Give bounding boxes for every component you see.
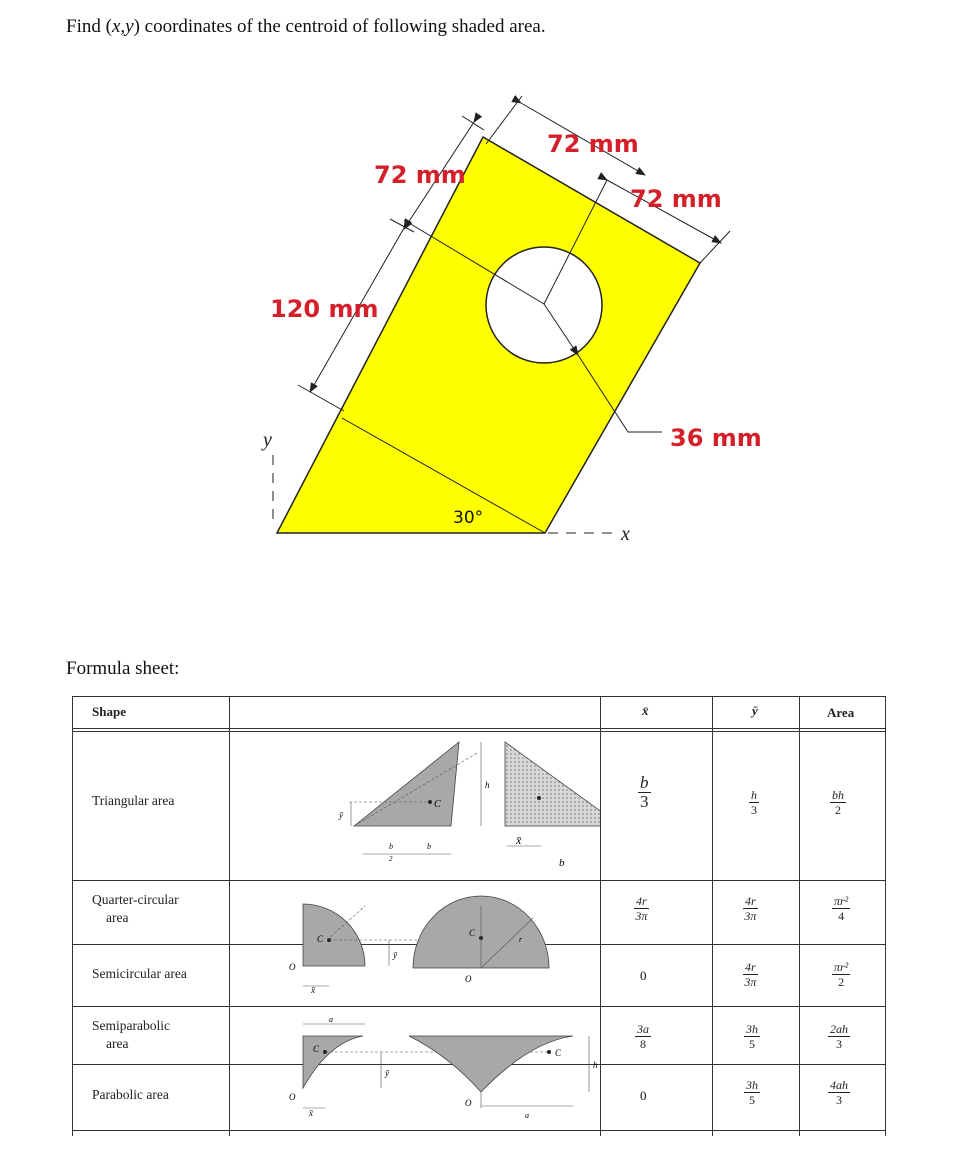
- sp-area-formula: $\frac{2ah}{3}$: [830, 1022, 848, 1051]
- tri-label-h: h: [485, 780, 490, 790]
- p-label-o: O: [465, 1098, 472, 1108]
- shape-sketches: [229, 696, 600, 1136]
- ext-height-bottom: [298, 385, 344, 411]
- sp-label-a: a: [329, 1015, 333, 1024]
- label-x-axis: x: [621, 523, 630, 545]
- shape-parabolic: Parabolic area: [92, 1087, 169, 1102]
- qc-label-xbar: x̄: [311, 985, 315, 995]
- tri-area-formula: $\frac{bh}{2}$: [832, 788, 844, 817]
- semiparabola-sketch: [289, 1015, 549, 1118]
- p-xbar-formula: 0: [640, 1088, 647, 1103]
- header-ybar: ȳ: [752, 703, 758, 718]
- label-height: 120 mm: [270, 295, 379, 323]
- sc-label-c: C: [469, 928, 476, 938]
- tri-label-2: 2: [389, 855, 393, 863]
- header-area: Area: [827, 705, 855, 720]
- label-top-width: 72 mm: [547, 130, 639, 158]
- qc-label-r: r: [519, 935, 523, 944]
- qc-label-o: O: [289, 962, 296, 972]
- sc-ybar-formula: $\frac{4r}{3\pi}$: [744, 960, 757, 989]
- semiparabola-shape: [303, 1036, 363, 1088]
- qc-ybar-formula: $\frac{4r}{3\pi}$: [744, 894, 757, 923]
- shape-semiparabolic-l1: Semiparabolic: [92, 1018, 170, 1033]
- tri-label-b2b: b: [427, 842, 431, 851]
- tri-xbar-formula: $\frac{b}{3}$: [640, 773, 649, 811]
- triangle-shape-2: [505, 742, 600, 826]
- tri-label-c: C: [434, 799, 441, 810]
- sp-ybar-formula: $\frac{3h}{5}$: [746, 1022, 758, 1051]
- sc-area-formula: $\frac{\text{πr²}}{2}$: [834, 960, 849, 989]
- ext-left-top: [462, 116, 484, 130]
- label-angle: 30°: [453, 508, 484, 528]
- table-col-rule-2: [600, 696, 601, 1136]
- shape-triangular: Triangular area: [92, 793, 175, 808]
- parabola-shape: [409, 1036, 573, 1092]
- triangle-sketch-1: [338, 742, 490, 863]
- table-col-rule-3: [712, 696, 713, 1136]
- sp-xbar-formula: $\frac{3a}{8}$: [637, 1022, 649, 1051]
- p-area-formula: $\frac{4ah}{3}$: [830, 1078, 848, 1107]
- sc-label-o: O: [465, 974, 472, 984]
- qc-area-formula: $\frac{\text{πr²}}{4}$: [834, 894, 849, 923]
- p-label-a: a: [525, 1111, 529, 1120]
- sp-label-c: C: [313, 1044, 320, 1054]
- tri-label-ybar: ȳ: [339, 810, 343, 820]
- shape-semicircular: Semicircular area: [92, 966, 187, 981]
- triangle-sketch-2: [505, 742, 600, 869]
- formula-table: [72, 696, 886, 1136]
- shape-quarter-circular-l2: area: [106, 910, 129, 925]
- sp-label-o: O: [289, 1092, 296, 1102]
- ext-top-left: [486, 96, 522, 144]
- p-label-h: h: [593, 1060, 598, 1070]
- qc-label-c: C: [317, 934, 324, 944]
- formula-sheet-title: Formula sheet:: [66, 658, 180, 679]
- shape-quarter-circular-l1: Quarter-circular: [92, 892, 179, 907]
- parabola-sketch: [409, 1036, 598, 1120]
- qc-label-ybar: ȳ: [393, 950, 397, 960]
- tri-ybar-formula: $\frac{h}{3}$: [751, 788, 757, 817]
- semicircle-sketch: [413, 896, 549, 984]
- sp-label-ybar: ȳ: [385, 1068, 389, 1078]
- label-right-top: 72 mm: [630, 185, 722, 213]
- header-xbar: x̄: [642, 703, 649, 718]
- ext-height-top: [390, 219, 414, 232]
- quarter-circle-shape: [303, 904, 365, 966]
- p-ybar-formula: $\frac{3h}{5}$: [746, 1078, 758, 1107]
- label-left-top: 72 mm: [374, 161, 466, 189]
- p-label-c: C: [555, 1048, 562, 1058]
- sp-label-xbar: x̄: [309, 1108, 313, 1118]
- question-variables: x,y: [111, 16, 134, 37]
- shape-semiparabolic-l2: area: [106, 1036, 129, 1051]
- table-col-rule-4: [799, 696, 800, 1136]
- triangle-shape-1: [354, 742, 459, 826]
- header-shape: Shape: [92, 704, 126, 719]
- question-text: Find (x,y) coordinates of the centroid of following shaded area.: [66, 16, 546, 37]
- label-radius: 36 mm: [670, 424, 762, 452]
- label-y-axis: y: [263, 429, 272, 451]
- tri-label-b2a: b: [389, 842, 393, 851]
- table-border-left: [72, 696, 73, 1136]
- table-border-right: [885, 696, 886, 1136]
- tri-label-b: b: [559, 857, 565, 869]
- radius-line: [544, 304, 578, 355]
- qc-xbar-formula: $\frac{4r}{3\pi}$: [635, 894, 648, 923]
- sc-xbar-formula: 0: [640, 968, 647, 983]
- ext-right-top: [700, 231, 730, 263]
- tri-label-xbar: x̄: [516, 833, 522, 847]
